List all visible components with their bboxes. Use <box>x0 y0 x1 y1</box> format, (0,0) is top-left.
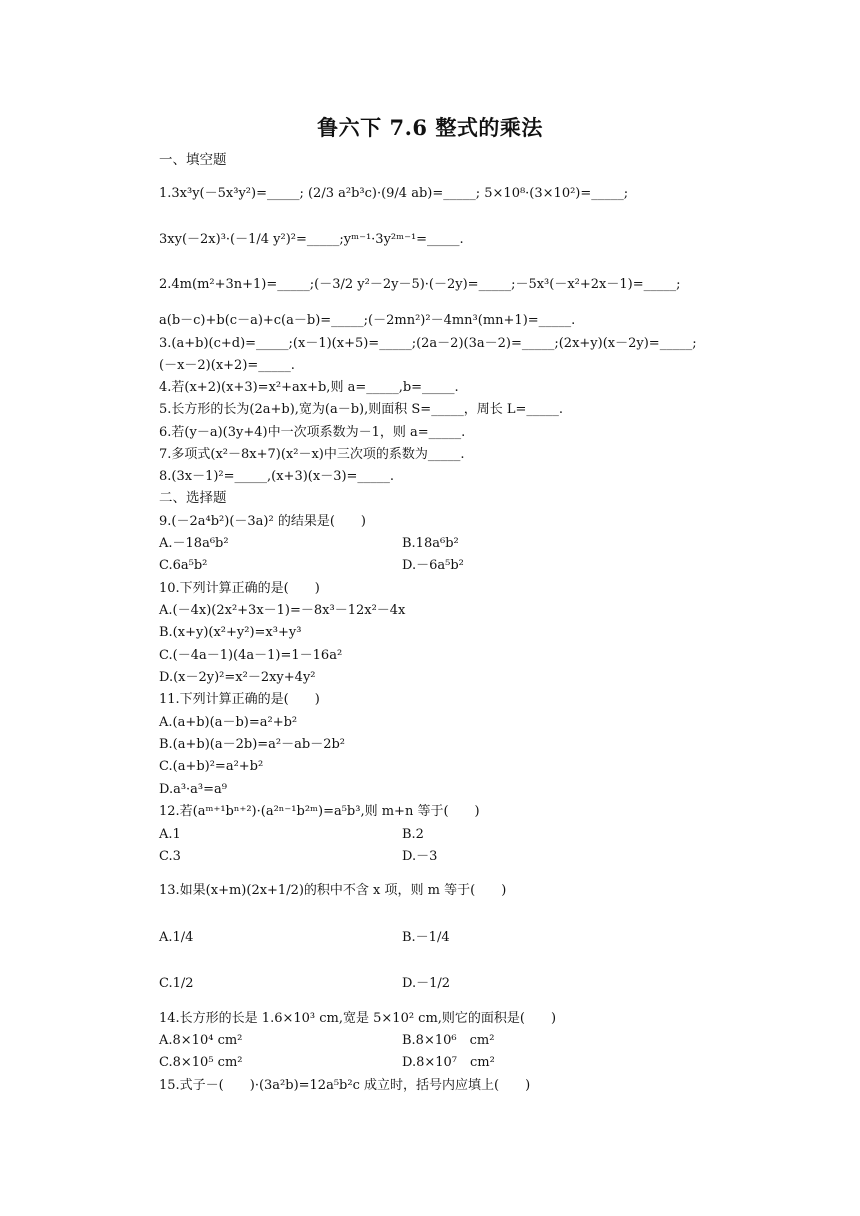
document-title: 鲁六下 7.6 整式的乘法 <box>317 115 543 140</box>
section-heading-choice: 二、选择题 <box>159 490 227 506</box>
q9-option-b: B.18a⁶b² <box>402 536 459 551</box>
question-9: 9.(－2a⁴b²)(－3a)² 的结果是( ) <box>159 514 366 529</box>
question-3-line-2: (－x－2)(x+2)=_____. <box>159 358 295 373</box>
question-1-line-2: 3xy(－2x)³·(－1/4 y²)²=_____;yᵐ⁻¹·3y²ᵐ⁻¹=_____. <box>159 232 464 247</box>
q11-option-d: D.a³·a³=a⁹ <box>159 782 228 797</box>
question-11: 11.下列计算正确的是( ) <box>159 692 320 707</box>
q12-option-d: D.－3 <box>402 849 438 864</box>
question-7: 7.多项式(x²－8x+7)(x²－x)中三次项的系数为_____. <box>159 447 465 462</box>
q9-option-c: C.6a⁵b² <box>159 558 208 573</box>
section-heading-fill-blank: 一、填空题 <box>159 152 227 168</box>
q14-option-c: C.8×10⁵ cm² <box>159 1055 243 1070</box>
question-2-line-1: 2.4m(m²+3n+1)=_____;(－3/2 y²－2y－5)·(－2y)=_____;－5x³(－x²+2x－1)=_____; <box>159 277 681 292</box>
question-13: 13.如果(x+m)(2x+1/2)的积中不含 x 项，则 m 等于( ) <box>159 883 507 898</box>
q10-option-d: D.(x－2y)²=x²－2xy+4y² <box>159 670 316 685</box>
q13-option-b: B.－1/4 <box>402 930 450 945</box>
q10-option-a: A.(－4x)(2x²+3x－1)=－8x³－12x²－4x <box>159 603 406 618</box>
question-5: 5.长方形的长为(2a+b),宽为(a－b),则面积 S=_____，周长 L=_____. <box>159 402 563 417</box>
question-12: 12.若(aᵐ⁺¹bⁿ⁺²)·(a²ⁿ⁻¹b²ᵐ)=a⁵b³,则 m+n 等于( ) <box>159 804 480 819</box>
q12-option-c: C.3 <box>159 849 181 864</box>
q10-option-c: C.(－4a－1)(4a－1)=1－16a² <box>159 648 343 663</box>
q13-option-c: C.1/2 <box>159 976 194 991</box>
q14-option-a: A.8×10⁴ cm² <box>159 1033 243 1048</box>
q13-option-d: D.－1/2 <box>402 976 451 991</box>
question-10: 10.下列计算正确的是( ) <box>159 581 320 596</box>
q11-option-b: B.(a+b)(a－2b)=a²－ab－2b² <box>159 737 346 752</box>
question-8: 8.(3x－1)²=_____,(x+3)(x－3)=_____. <box>159 469 395 484</box>
q10-option-b: B.(x+y)(x²+y²)=x³+y³ <box>159 625 302 640</box>
q13-option-a: A.1/4 <box>159 930 194 945</box>
question-3-line-1: 3.(a+b)(c+d)=_____;(x－1)(x+5)=_____;(2a－2)(3a－2)=_____;(2x+y)(x－2y)=_____; <box>159 336 697 351</box>
q11-option-a: A.(a+b)(a－b)=a²+b² <box>159 715 298 730</box>
q9-option-d: D.－6a⁵b² <box>402 558 464 573</box>
q14-option-d: D.8×10⁷ cm² <box>402 1055 495 1070</box>
question-4: 4.若(x+2)(x+3)=x²+ax+b,则 a=_____,b=_____. <box>159 380 459 395</box>
question-6: 6.若(y－a)(3y+4)中一次项系数为－1，则 a=_____. <box>159 425 466 440</box>
question-1-line-1: 1.3x³y(－5x³y²)=_____; (2/3 a²b³c)·(9/4 ab)=_____; 5×10⁸·(3×10²)=_____; <box>159 186 629 201</box>
q14-option-b: B.8×10⁶ cm² <box>402 1033 495 1048</box>
q12-option-b: B.2 <box>402 827 424 842</box>
q9-option-a: A.－18a⁶b² <box>159 536 229 551</box>
q12-option-a: A.1 <box>159 827 181 842</box>
q11-option-c: C.(a+b)²=a²+b² <box>159 759 264 774</box>
question-2-line-2: a(b－c)+b(c－a)+c(a－b)=_____;(－2mn²)²－4mn³(mn+1)=_____. <box>159 313 576 328</box>
question-15: 15.式子－( )·(3a²b)=12a⁵b²c 成立时，括号内应填上( ) <box>159 1078 531 1093</box>
question-14: 14.长方形的长是 1.6×10³ cm,宽是 5×10² cm,则它的面积是( ) <box>159 1011 557 1026</box>
